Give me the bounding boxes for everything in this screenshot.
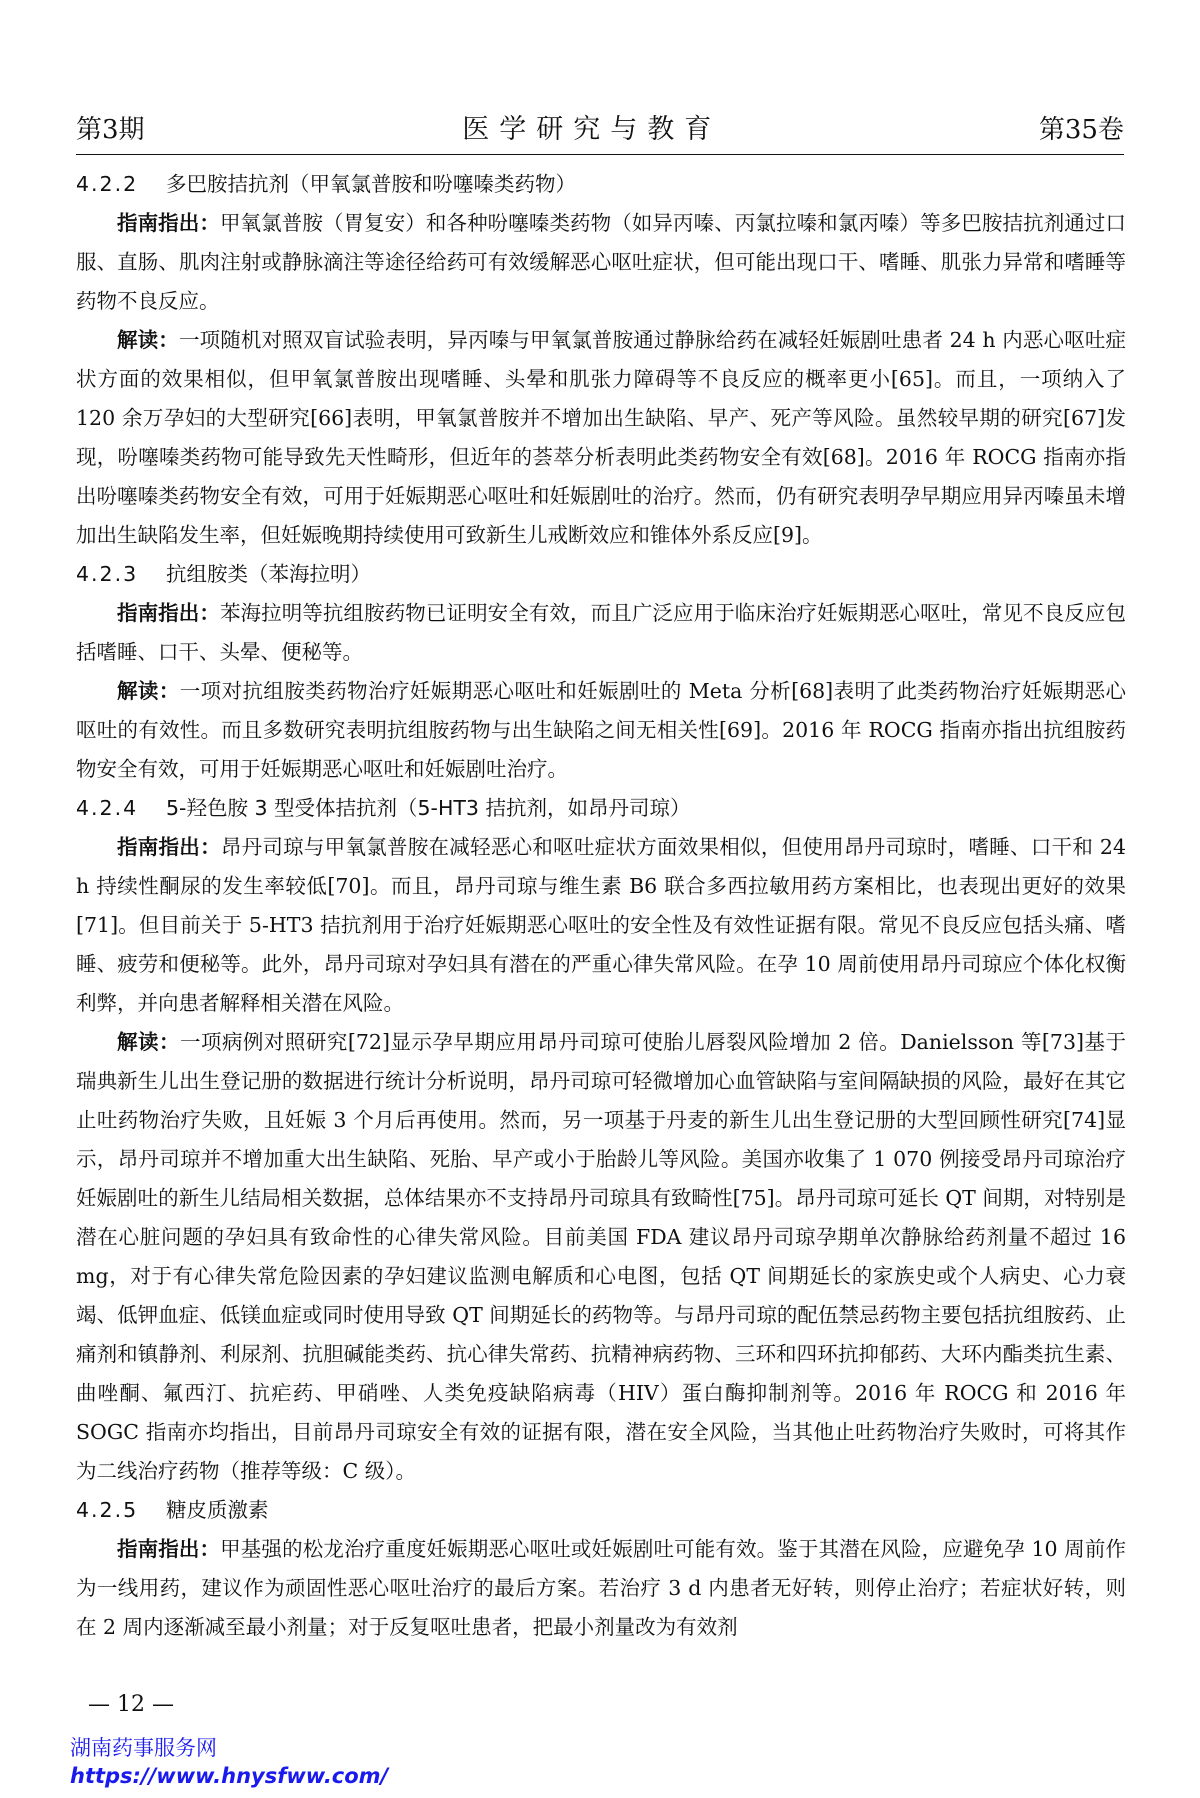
paragraph-text: 一项对抗组胺类药物治疗妊娠期恶心呕吐和妊娠剧吐的 Meta 分析[68]表明了此类药物治疗妊娠期恶心呕吐的有效性。而且多数研究表明抗组胺药物与出生缺陷之间无相关性[69]。2016 年 ROCG 指南亦指出抗组胺药物安全有效，可用于妊娠期恶心呕吐和妊娠剧吐治疗。 [76,679,1127,781]
section-heading [76,789,1126,828]
page-number: — 12 — [88,1692,174,1717]
paragraph-text: 一项随机对照双盲试验表明，异丙嗪与甲氧氯普胺通过静脉给药在减轻妊娠剧吐患者 24 h 内恶心呕吐症状方面的效果相似，但甲氧氯普胺出现嗜睡、头晕和肌张力障碍等不良反应的概率更小[65]。而且，一项纳入了 120 余万孕妇的大型研究[66]表明，甲氧氯普胺并不增加出生缺陷、早产、死产等风险。虽然较早期的研究[67]发现，吩噻嗪类药物可能导致先天性畸形，但近年的荟萃分析表明此类药物安全有效[68]。2016 年 ROCG 指南亦指出吩噻嗪类药物安全有效，可用于妊娠期恶心呕吐和妊娠剧吐的治疗。然而，仍有研究表明孕早期应用异丙嗪虽未增加出生缺陷发生率，但妊娠晚期持续使用可致新生儿戒断效应和锥体外系反应[9]。 [76,328,1126,547]
section-number: 4.2.2 [76,172,139,196]
paragraph-text: 苯海拉明等抗组胺药物已证明安全有效，而且广泛应用于临床治疗妊娠期恶心呕吐，常见不良反应包括嗜睡、口干、头晕、便秘等。 [76,601,1126,664]
paragraph [76,672,1126,789]
volume-number: 第35卷 [1038,115,1124,145]
running-header [76,106,1124,155]
paragraph [76,1023,1126,1491]
watermark-site-name: 湖南药事服务网 [70,1736,217,1760]
paragraph-lead: 指南指出： [117,1537,221,1561]
issue-number: 第3期 [76,115,145,145]
paragraph-lead: 解读： [117,328,179,352]
section-number: 4.2.4 [76,796,139,820]
paragraph [76,1530,1126,1647]
section-title: 糖皮质激素 [166,1498,269,1522]
section-heading [76,165,1126,204]
section-heading [76,1491,1126,1530]
section-number: 4.2.5 [76,1498,139,1522]
paragraph [76,594,1126,672]
paragraph-lead: 指南指出： [117,835,221,859]
section-heading [76,555,1126,594]
journal-title: 医学研究与教育 [462,114,722,145]
paragraph-text: 一项病例对照研究[72]显示孕早期应用昂丹司琼可使胎儿唇裂风险增加 2 倍。Danielsson 等[73]基于瑞典新生儿出生登记册的数据进行统计分析说明，昂丹司琼可轻微增加心血管缺陷与室间隔缺损的风险，最好在其它止吐药物治疗失败，且妊娠 3 个月后再使用。然而，另一项基于丹麦的新生儿出生登记册的大型回顾性研究[74]显示，昂丹司琼并不增加重大出生缺陷、死胎、早产或小于胎龄儿等风险。美国亦收集了 1 070 例接受昂丹司琼治疗妊娠剧吐的新生儿结局相关数据，总体结果亦不支持昂丹司琼具有致畸性[75]。昂丹司琼可延长 QT 间期，对特别是潜在心脏问题的孕妇具有致命性的心律失常风险。目前美国 FDA 建议昂丹司琼孕期单次静脉给药剂量不超过 16 mg，对于有心律失常危险因素的孕妇建议监测电解质和心电图，包括 QT 间期延长的家族史或个人病史、心力衰竭、低钾血症、低镁血症或同时使用导致 QT 间期延长的药物等。与昂丹司琼的配伍禁忌药物主要包括抗组胺药、止痛剂和镇静剂、利尿剂、抗胆碱能类药、抗心律失常药、抗精神病药物、三环和四环抗抑郁药、大环内酯类抗生素、曲唑酮、氟西汀、抗疟药、甲硝唑、人类免疫缺陷病毒（HIV）蛋白酶抑制剂等。2016 年 ROCG 和 2016 年 SOGC 指南亦均指出，目前昂丹司琼安全有效的证据有限，潜在安全风险，当其他止吐药物治疗失败时，可将其作为二线治疗药物（推荐等级：C 级）。 [76,1030,1126,1483]
watermark-url[interactable]: https://www.hnysfww.com/ [70,1764,389,1788]
watermark [70,1734,388,1790]
section-title: 抗组胺类（苯海拉明） [166,562,371,586]
paragraph [76,828,1126,1023]
section-title: 多巴胺拮抗剂（甲氧氯普胺和吩噻嗪类药物） [166,172,576,196]
paragraph-lead: 解读： [117,679,180,703]
paragraph-text: 甲基强的松龙治疗重度妊娠期恶心呕吐或妊娠剧吐可能有效。鉴于其潜在风险，应避免孕 10 周前作为一线用药，建议作为顽固性恶心呕吐治疗的最后方案。若治疗 3 d 内患者无好转，则停止治疗；若症状好转，则在 2 周内逐渐减至最小剂量；对于反复呕吐患者，把最小剂量改为有效剂 [76,1537,1126,1639]
section-number: 4.2.3 [76,562,139,586]
paragraph-lead: 指南指出： [117,601,220,625]
article-body [76,165,1126,1647]
paragraph [76,204,1126,321]
paragraph-text: 甲氧氯普胺（胃复安）和各种吩噻嗪类药物（如异丙嗪、丙氯拉嗪和氯丙嗪）等多巴胺拮抗剂通过口服、直肠、肌肉注射或静脉滴注等途径给药可有效缓解恶心呕吐症状，但可能出现口干、嗜睡、肌张力异常和嗜睡等药物不良反应。 [76,211,1126,313]
paragraph-text: 昂丹司琼与甲氧氯普胺在减轻恶心和呕吐症状方面效果相似，但使用昂丹司琼时，嗜睡、口干和 24 h 持续性酮尿的发生率较低[70]。而且，昂丹司琼与维生素 B6 联合多西拉敏用药方案相比，也表现出更好的效果[71]。但目前关于 5-HT3 拮抗剂用于治疗妊娠期恶心呕吐的安全性及有效性证据有限。常见不良反应包括头痛、嗜睡、疲劳和便秘等。此外，昂丹司琼对孕妇具有潜在的严重心律失常风险。在孕 10 周前使用昂丹司琼应个体化权衡利弊，并向患者解释相关潜在风险。 [76,835,1126,1015]
paragraph-lead: 指南指出： [117,211,220,235]
paragraph [76,321,1126,555]
section-title: 5-羟色胺 3 型受体拮抗剂（5-HT3 拮抗剂，如昂丹司琼） [166,796,691,820]
paragraph-lead: 解读： [117,1030,180,1054]
